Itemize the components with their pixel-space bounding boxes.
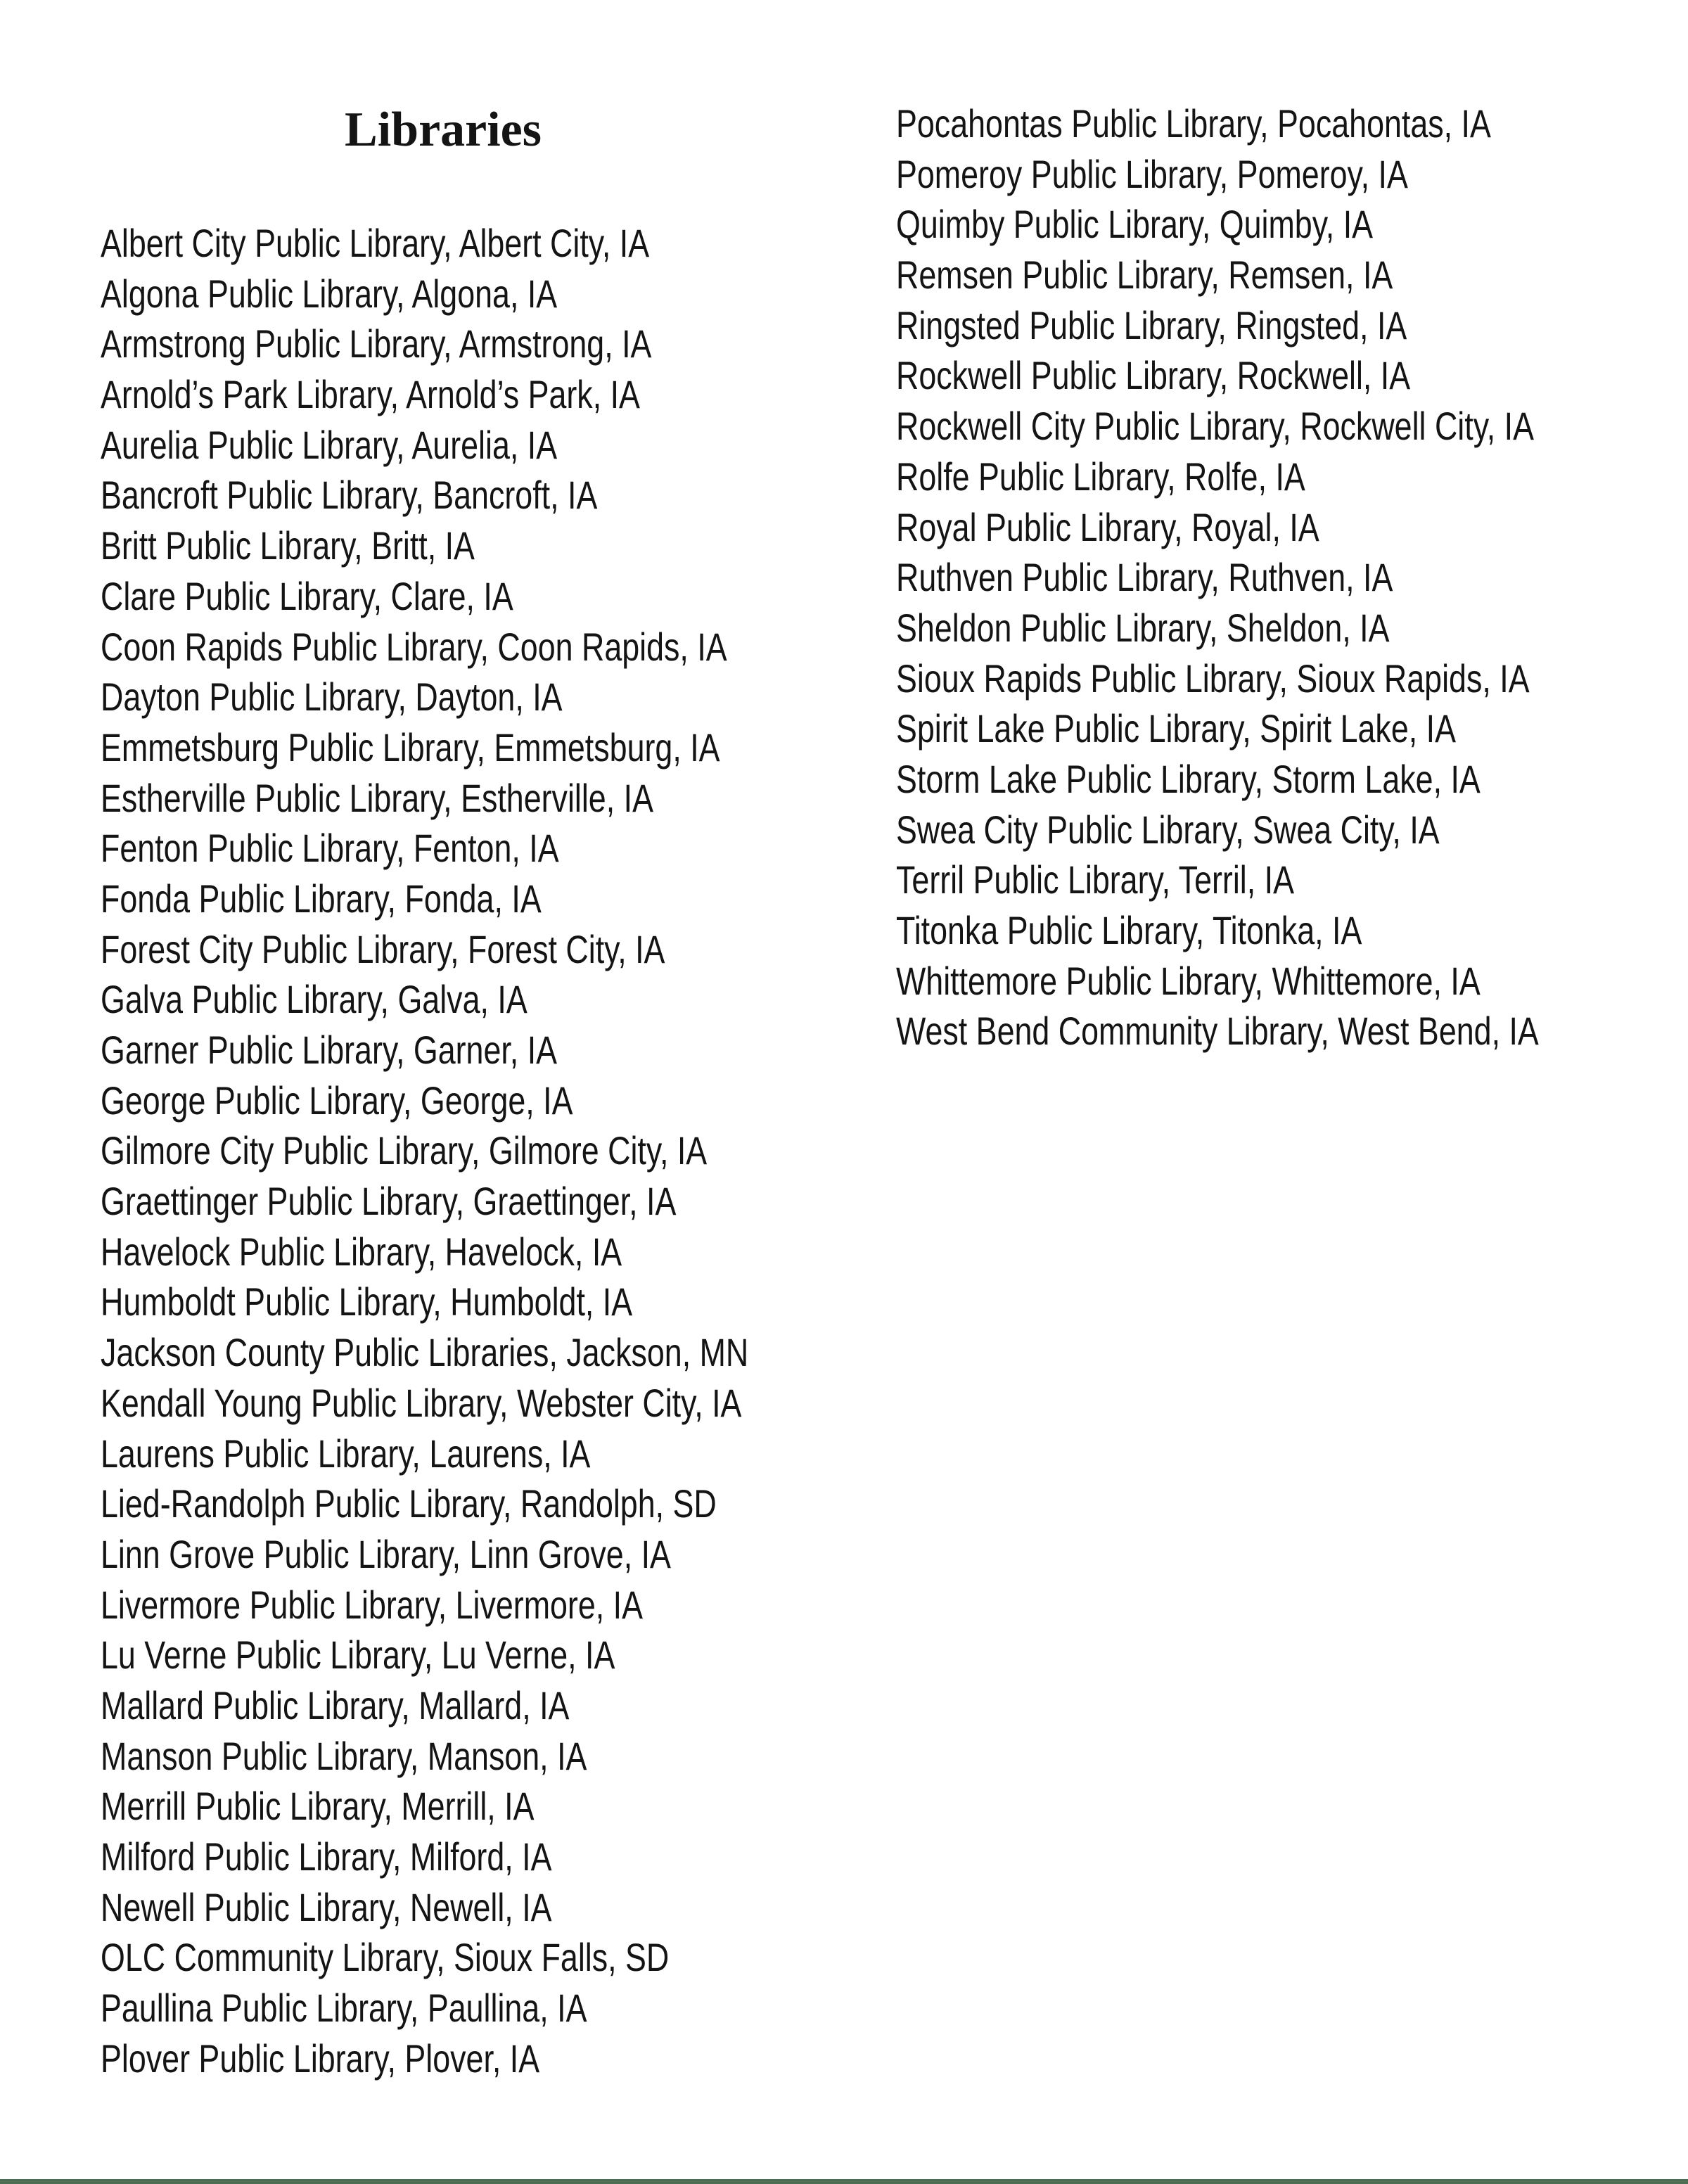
- library-entry: Milford Public Library, Milford, IA: [101, 1834, 552, 1879]
- library-entry: Whittemore Public Library, Whittemore, IA: [896, 958, 1481, 1003]
- library-entry: Kendall Young Public Library, Webster City, IA: [101, 1380, 742, 1425]
- library-entry: Newell Public Library, Newell, IA: [101, 1884, 552, 1929]
- library-entry: Spirit Lake Public Library, Spirit Lake, IA: [896, 706, 1456, 751]
- library-entry: Armstrong Public Library, Armstrong, IA: [101, 321, 652, 366]
- library-entry: Britt Public Library, Britt, IA: [101, 523, 475, 568]
- library-entry: Terril Public Library, Terril, IA: [896, 857, 1294, 902]
- library-entry: West Bend Community Library, West Bend, IA: [896, 1009, 1539, 1054]
- library-entry: Ringsted Public Library, Ringsted, IA: [896, 302, 1407, 347]
- library-entry: Arnold’s Park Library, Arnold’s Park, IA: [101, 372, 640, 417]
- library-entry: George Public Library, George, IA: [101, 1078, 573, 1123]
- library-entry: Havelock Public Library, Havelock, IA: [101, 1229, 622, 1274]
- library-entry: Fenton Public Library, Fenton, IA: [101, 826, 559, 871]
- library-entry: Estherville Public Library, Estherville, IA: [101, 775, 653, 820]
- library-entry: Rockwell Public Library, Rockwell, IA: [896, 353, 1411, 398]
- library-entry: Gilmore City Public Library, Gilmore City, IA: [101, 1128, 708, 1173]
- library-entry: Linn Grove Public Library, Linn Grove, IA: [101, 1531, 671, 1576]
- library-entry: Forest City Public Library, Forest City, IA: [101, 926, 665, 971]
- library-entry: Mallard Public Library, Mallard, IA: [101, 1682, 570, 1728]
- library-entry: Storm Lake Public Library, Storm Lake, IA: [896, 756, 1481, 801]
- library-entry: Livermore Public Library, Livermore, IA: [101, 1582, 643, 1627]
- library-entry: Royal Public Library, Royal, IA: [896, 504, 1319, 549]
- library-entry: Sheldon Public Library, Sheldon, IA: [896, 605, 1390, 650]
- library-entry: Coon Rapids Public Library, Coon Rapids, IA: [101, 624, 727, 669]
- library-list-right-column: [896, 98, 1539, 1056]
- footer-accent-bar: [0, 2179, 1688, 2184]
- library-entry: Remsen Public Library, Remsen, IA: [896, 253, 1393, 298]
- library-list-left-column: [101, 218, 748, 2083]
- library-entry: Clare Public Library, Clare, IA: [101, 573, 513, 618]
- library-entry: Albert City Public Library, Albert City, IA: [101, 221, 650, 265]
- library-entry: Graettinger Public Library, Graettinger, IA: [101, 1179, 677, 1224]
- library-entry: Algona Public Library, Algona, IA: [101, 271, 558, 316]
- library-entry: Swea City Public Library, Swea City, IA: [896, 807, 1440, 852]
- library-entry: Sioux Rapids Public Library, Sioux Rapids, IA: [896, 656, 1530, 701]
- library-entry: Titonka Public Library, Titonka, IA: [896, 908, 1362, 952]
- library-entry: Manson Public Library, Manson, IA: [101, 1733, 587, 1778]
- library-entry: Pomeroy Public Library, Pomeroy, IA: [896, 151, 1408, 196]
- library-entry: Humboldt Public Library, Humboldt, IA: [101, 1279, 633, 1324]
- library-entry: Pocahontas Public Library, Pocahontas, IA: [896, 101, 1491, 146]
- library-entry: OLC Community Library, Sioux Falls, SD: [101, 1935, 670, 1980]
- library-entry: Lied-Randolph Public Library, Randolph, SD: [101, 1481, 717, 1526]
- library-entry: Bancroft Public Library, Bancroft, IA: [101, 473, 598, 518]
- library-entry: Aurelia Public Library, Aurelia, IA: [101, 422, 558, 467]
- library-entry: Laurens Public Library, Laurens, IA: [101, 1431, 591, 1476]
- library-entry: Merrill Public Library, Merrill, IA: [101, 1784, 535, 1829]
- library-entry: Dayton Public Library, Dayton, IA: [101, 675, 563, 720]
- library-entry: Plover Public Library, Plover, IA: [101, 2036, 540, 2081]
- library-entry: Lu Verne Public Library, Lu Verne, IA: [101, 1633, 615, 1678]
- library-entry: Rockwell City Public Library, Rockwell City, IA: [896, 404, 1535, 449]
- library-entry: Jackson County Public Libraries, Jackson, MN: [101, 1330, 749, 1375]
- library-entry: Galva Public Library, Galva, IA: [101, 977, 528, 1022]
- library-entry: Garner Public Library, Garner, IA: [101, 1028, 558, 1072]
- library-entry: Fonda Public Library, Fonda, IA: [101, 876, 542, 921]
- library-entry: Rolfe Public Library, Rolfe, IA: [896, 454, 1305, 499]
- page-title: Libraries: [345, 103, 542, 157]
- library-entry: Quimby Public Library, Quimby, IA: [896, 202, 1374, 247]
- library-entry: Ruthven Public Library, Ruthven, IA: [896, 555, 1393, 600]
- library-entry: Emmetsburg Public Library, Emmetsburg, IA: [101, 724, 720, 769]
- library-entry: Paullina Public Library, Paullina, IA: [101, 1986, 587, 2031]
